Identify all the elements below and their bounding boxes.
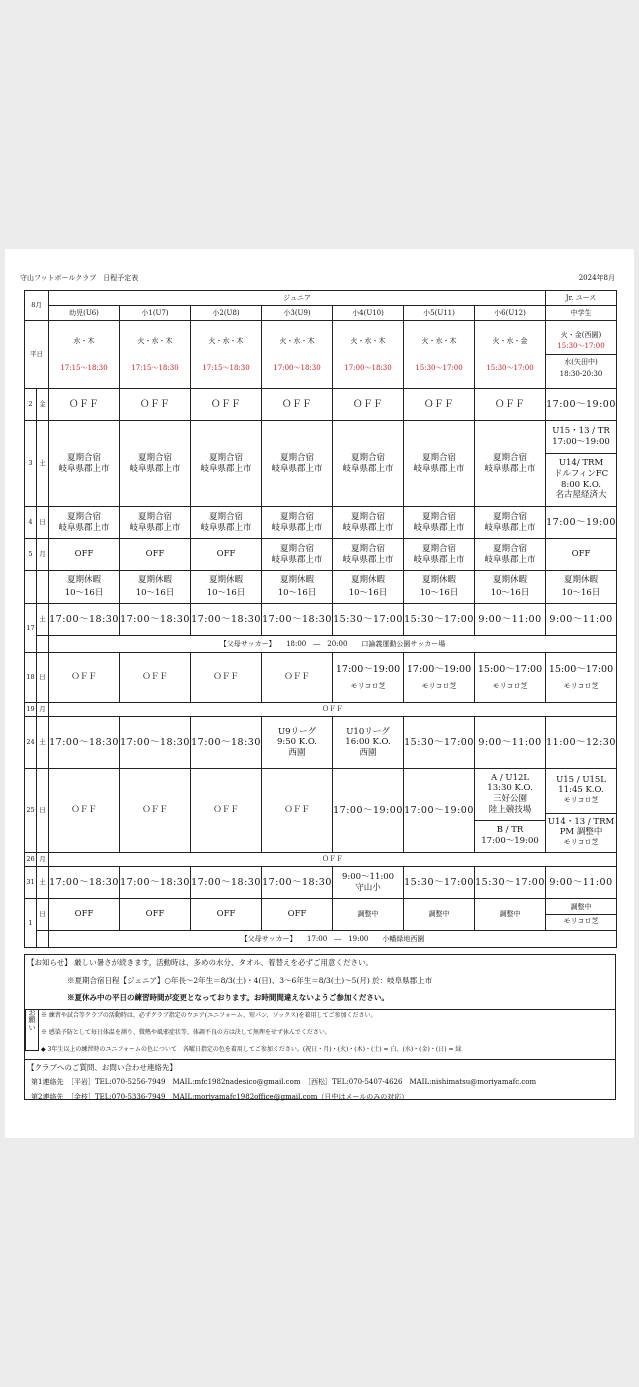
weekday-cell xyxy=(120,321,191,389)
table-cell xyxy=(333,571,404,604)
notice-line-3: ※夏休み中の平日の練習時間が変更となっております。お時間間違えないようご参加ください。 xyxy=(67,993,389,1002)
table-cell: モリコロ芝 xyxy=(350,682,386,691)
table-cell xyxy=(333,539,404,571)
table-cell: ドルフィンFC xyxy=(553,469,609,479)
table-cell: モリコロ芝 xyxy=(563,682,599,691)
table-cell: モリコロ芝 xyxy=(563,837,599,846)
table-cell: 10〜16日 xyxy=(64,588,104,598)
table-cell: 守山小 xyxy=(355,882,381,893)
table-cell: 岐阜県郡上市 xyxy=(413,463,465,474)
table-cell: 岐阜県郡上市 xyxy=(413,554,465,565)
weekday-cell xyxy=(404,321,475,389)
table-cell: U15・13 / TR xyxy=(552,426,610,437)
table-cell: 15:30〜17:00 xyxy=(415,363,463,372)
table-cell: U10リーグ xyxy=(346,726,390,737)
table-cell: U9リーグ xyxy=(277,726,317,737)
junior-header: ジュニア xyxy=(49,291,546,306)
weekday-jr-cell xyxy=(546,321,617,389)
table-cell xyxy=(49,421,120,507)
table-cell xyxy=(191,571,262,604)
table-cell: 17:00〜18:30 xyxy=(49,867,120,899)
table-cell: 岐阜県郡上市 xyxy=(342,554,394,565)
table-cell xyxy=(404,421,475,507)
table-cell xyxy=(546,328,616,356)
table-cell: 10〜16日 xyxy=(135,588,175,598)
table-cell xyxy=(25,1059,615,1060)
date-cell: 31 xyxy=(25,867,37,899)
table-cell: PM 調整中 xyxy=(559,827,603,838)
table-cell xyxy=(475,421,546,507)
dow-cell: 金 xyxy=(37,389,49,421)
table-cell: 17:00〜19:00 xyxy=(406,664,472,676)
table-cell xyxy=(333,507,404,539)
father-soccer-17: 【父母サッカー】 18:00 ― 20:00 口論義運動公園サッカー場 xyxy=(49,636,617,653)
table-cell: 10〜16日 xyxy=(419,588,459,598)
table-cell: ＯＦＦ xyxy=(49,703,617,717)
table-cell: 17:00〜18:30 xyxy=(120,604,191,636)
day-row-4 xyxy=(25,507,617,539)
table-cell: 火・水・木 xyxy=(421,336,457,345)
table-cell: 岐阜県郡上市 xyxy=(200,522,252,533)
table-cell xyxy=(475,821,545,850)
table-cell: 水・木 xyxy=(73,336,95,345)
table-cell: 17:00〜18:30 xyxy=(191,867,262,899)
table-cell: 9:00〜11:00 xyxy=(341,871,395,882)
table-cell: 15:30〜17:00 xyxy=(404,604,475,636)
table-cell: 夏期合宿 xyxy=(351,511,386,522)
document-title: 守山フットボールクラブ 日程予定表 xyxy=(20,274,139,282)
table-cell xyxy=(404,571,475,604)
table-cell: 17:00〜19:00 xyxy=(481,835,539,846)
dow-cell: 日 xyxy=(37,653,49,703)
notice-box xyxy=(24,954,616,1100)
dow-cell: 月 xyxy=(37,853,49,867)
father-soccer-1: 【父母サッカー】 17:00 ― 19:00 小幡緑地西園 xyxy=(49,931,617,948)
group-u6: 幼児(U6) xyxy=(49,306,120,321)
request-label: お願い xyxy=(25,1009,39,1051)
table-cell: 名古屋経済大 xyxy=(555,490,607,501)
table-cell: 17:00〜18:30 xyxy=(49,717,120,769)
dow-cell: 土 xyxy=(37,867,49,899)
group-u7: 小1(U7) xyxy=(120,306,191,321)
table-cell: 夏期合宿 xyxy=(67,511,102,522)
table-cell: 11:00〜12:30 xyxy=(546,717,617,769)
table-cell: OFF xyxy=(120,899,191,931)
table-cell: U14/ TRM xyxy=(558,458,604,469)
table-cell xyxy=(25,1009,615,1010)
dow-cell: 土 xyxy=(37,604,49,636)
table-cell: ＯＦＦ xyxy=(404,389,475,421)
table-cell: 夏期合宿 xyxy=(138,511,173,522)
table-cell: 9:00〜11:00 xyxy=(475,604,546,636)
notice-line-2: ※夏期合宿日程【ジュニア】○年長〜2年生＝8/3(土)・4(日)、3〜6年生＝8/3(土)〜5(月) 於：岐阜県郡上市 xyxy=(67,976,433,985)
table-cell: 岐阜県郡上市 xyxy=(484,522,536,533)
table-cell: A / U12L xyxy=(491,772,530,783)
table-cell: 岐阜県郡上市 xyxy=(342,463,394,474)
table-cell xyxy=(191,421,262,507)
table-cell: U15 / U15L xyxy=(556,774,606,785)
day-row-18 xyxy=(25,653,617,703)
document-date: 2024年8月 xyxy=(578,274,615,282)
day-row-31 xyxy=(25,867,617,899)
day-row-24 xyxy=(25,717,617,769)
weekday-cell xyxy=(49,321,120,389)
table-cell: 11:45 K.O. xyxy=(558,785,604,796)
table-cell: 17:00〜18:30 xyxy=(191,604,262,636)
table-cell: 10〜16日 xyxy=(277,588,317,598)
weekday-cell xyxy=(191,321,262,389)
table-cell xyxy=(546,571,617,604)
day-row-1 xyxy=(25,899,617,931)
table-cell: 調整中 xyxy=(475,899,546,931)
table-cell: 夏期合宿 xyxy=(422,543,457,554)
table-cell: 17:15〜18:30 xyxy=(131,363,179,372)
table-cell: 岐阜県郡上市 xyxy=(58,522,110,533)
table-cell: 15:30〜17:00 xyxy=(486,363,534,372)
table-cell: 17:00〜18:30 xyxy=(191,717,262,769)
table-cell: 火・水・木 xyxy=(208,336,244,345)
month-cell: 8月 xyxy=(25,291,49,321)
table-cell: 水(矢田中) xyxy=(564,358,598,366)
table-cell: 岐阜県郡上市 xyxy=(271,554,323,565)
table-cell: 10〜16日 xyxy=(206,588,246,598)
table-cell: 調整中 xyxy=(333,899,404,931)
date-cell: 4 xyxy=(25,507,37,539)
table-cell: 火・水・木 xyxy=(137,336,173,345)
table-cell: 夏期合宿 xyxy=(493,543,528,554)
contact-1: 第1連絡先 ［平岩］TEL:070-5256-7949 MAIL:mfc1982nadesico@gmail.com ［西松］TEL:070-5407-4626 MAIL:nishimatsu@moriyamafc.com xyxy=(31,1078,537,1086)
date-cell: 19 xyxy=(25,703,37,717)
table-cell: 岐阜県郡上市 xyxy=(200,463,252,474)
table-cell: 夏期合宿 xyxy=(209,511,244,522)
table-cell: 9:00〜11:00 xyxy=(475,717,546,769)
table-cell: 夏期休暇 xyxy=(351,575,386,586)
request-2: ※ 感染予防として毎日体温を測り、微熱や風邪症状等、体調不良の方は決して無理をせず休んでください。 xyxy=(41,1029,331,1036)
table-cell: B / TR xyxy=(496,825,524,836)
notice-line-1: 【お知らせ】 厳しい暑さが続きます。活動時は、多めの水分、タオル、着替えを必ずご用意ください。 xyxy=(27,958,373,967)
table-cell: 岐阜県郡上市 xyxy=(58,463,110,474)
table-cell: ＯＦＦ xyxy=(475,389,546,421)
table-cell: 夏期休暇 xyxy=(67,575,102,586)
table-cell xyxy=(262,717,333,769)
table-cell: 調整中 xyxy=(404,899,475,931)
dow-cell: 土 xyxy=(37,421,49,507)
table-cell: 8:00 K.O. xyxy=(561,479,602,490)
table-cell: 夏期合宿 xyxy=(138,452,173,463)
table-cell: 岐阜県郡上市 xyxy=(484,554,536,565)
table-cell: 17:00〜19:00 xyxy=(335,664,401,676)
table-cell: OFF xyxy=(49,899,120,931)
table-cell: 夏期合宿 xyxy=(422,452,457,463)
date-cell: 2 xyxy=(25,389,37,421)
table-cell xyxy=(37,931,49,948)
table-cell: 夏期合宿 xyxy=(209,452,244,463)
table-cell: 夏期合宿 xyxy=(493,511,528,522)
day-row-5 xyxy=(25,539,617,571)
table-cell xyxy=(546,422,616,454)
table-cell: 9:00〜11:00 xyxy=(546,867,617,899)
table-cell xyxy=(262,507,333,539)
table-cell: 17:00〜18:30 xyxy=(120,717,191,769)
table-cell: 17:15〜18:30 xyxy=(60,363,108,372)
table-cell: ＯＦＦ xyxy=(191,653,262,703)
table-cell: 夏期合宿 xyxy=(493,452,528,463)
table-cell: ＯＦＦ xyxy=(191,769,262,853)
table-cell: 岐阜県郡上市 xyxy=(129,522,181,533)
schedule-table xyxy=(24,290,617,948)
date-cell: 18 xyxy=(25,653,37,703)
table-cell: ＯＦＦ xyxy=(120,653,191,703)
dow-cell: 月 xyxy=(37,539,49,571)
dow-cell: 日 xyxy=(37,769,49,853)
jr-cell-25 xyxy=(546,769,617,853)
table-cell: ＯＦＦ xyxy=(49,853,617,867)
table-cell: 西園 xyxy=(359,747,377,758)
day-row-17 xyxy=(25,604,617,636)
table-cell: 岐阜県郡上市 xyxy=(271,463,323,474)
table-cell: 17:00〜19:00 xyxy=(546,507,617,539)
table-cell: モリコロ芝 xyxy=(563,917,599,925)
table-cell: ＯＦＦ xyxy=(120,769,191,853)
table-cell: 三好公園 xyxy=(493,793,528,804)
table-cell: 10〜16日 xyxy=(348,588,388,598)
table-cell xyxy=(49,507,120,539)
date-cell: 25 xyxy=(25,769,37,853)
table-cell: ＯＦＦ xyxy=(262,653,333,703)
table-cell: 17:00〜18:30 xyxy=(273,363,321,372)
table-cell: 夏期合宿 xyxy=(351,452,386,463)
date-cell: 17 xyxy=(25,604,37,653)
table-cell: モリコロ芝 xyxy=(421,682,457,691)
table-cell: 夏期合宿 xyxy=(280,543,315,554)
table-cell xyxy=(49,571,120,604)
table-cell: 9:50 K.O. xyxy=(277,737,318,748)
table-cell: OFF xyxy=(546,539,617,571)
request-1: ※ 練習や試合等クラブの活動時は、必ずクラブ指定のウエア(ユニフォーム、短パン、ソックス)を着用してご参加ください。 xyxy=(41,1012,377,1019)
table-cell xyxy=(546,814,616,850)
table-cell xyxy=(475,653,546,703)
group-u12: 小6(U12) xyxy=(475,306,546,321)
table-cell: 17:00〜19:00 xyxy=(333,769,404,853)
table-cell: ＯＦＦ xyxy=(262,769,333,853)
table-cell: 岐阜県郡上市 xyxy=(484,463,536,474)
table-cell: 岐阜県郡上市 xyxy=(271,522,323,533)
dow-cell: 日 xyxy=(37,899,49,931)
table-cell: 15:30〜17:00 xyxy=(404,717,475,769)
table-cell: ＯＦＦ xyxy=(49,653,120,703)
group-junior-high: 中学生 xyxy=(546,306,617,321)
table-cell xyxy=(191,507,262,539)
weekday-row xyxy=(25,321,617,389)
table-cell: 15:30〜17:00 xyxy=(475,867,546,899)
table-cell: 17:00〜18:30 xyxy=(262,867,333,899)
table-cell: ＯＦＦ xyxy=(49,769,120,853)
table-cell: 17:15〜18:30 xyxy=(202,363,250,372)
table-cell: 17:00〜19:00 xyxy=(404,769,475,853)
group-u8: 小2(U8) xyxy=(191,306,262,321)
table-cell: 夏期休暇 xyxy=(493,575,528,586)
weekday-label: 平日 xyxy=(25,321,49,389)
table-cell: 火・水・金 xyxy=(492,336,528,345)
table-cell xyxy=(404,539,475,571)
table-cell: 17:00〜18:30 xyxy=(344,363,392,372)
table-cell: 夏期合宿 xyxy=(67,452,102,463)
table-cell xyxy=(475,539,546,571)
table-cell xyxy=(25,571,37,604)
day-row-2 xyxy=(25,389,617,421)
father-soccer-row-17 xyxy=(25,636,617,653)
table-cell xyxy=(262,571,333,604)
table-cell: 15:30〜17:00 xyxy=(404,867,475,899)
table-cell: 調整中 xyxy=(546,901,616,915)
youth-header: Jr. ユース xyxy=(546,291,617,306)
father-soccer-row-1 xyxy=(25,931,617,948)
table-cell: 夏期合宿 xyxy=(280,511,315,522)
table-cell: 17:00〜19:00 xyxy=(546,389,617,421)
table-cell: ＯＦＦ xyxy=(191,389,262,421)
table-cell xyxy=(546,454,616,505)
day-row-3 xyxy=(25,421,617,507)
table-cell xyxy=(120,571,191,604)
table-cell xyxy=(475,771,545,822)
table-cell: 陸上競技場 xyxy=(488,804,532,815)
table-cell xyxy=(262,539,333,571)
table-cell: 15:00〜17:00 xyxy=(477,664,543,676)
weekday-cell xyxy=(475,321,546,389)
table-cell: 夏期休暇 xyxy=(209,575,244,586)
table-cell: 岐阜県郡上市 xyxy=(413,522,465,533)
table-cell: モリコロ芝 xyxy=(492,682,528,691)
holiday-row xyxy=(25,571,617,604)
header-row-2 xyxy=(25,306,617,321)
table-cell: ＯＦＦ xyxy=(49,389,120,421)
table-cell xyxy=(546,653,617,703)
table-cell: 17:00〜19:00 xyxy=(552,436,610,447)
table-cell: 13:30 K.O. xyxy=(487,783,533,794)
u12-cell-25 xyxy=(475,769,546,853)
contact-2: 第2連絡先 ［金枝］TEL:070-5336-7949 MAIL:moriyamafc1982office@gmail.com（日中はメールのみの対応） xyxy=(31,1093,409,1101)
table-cell: 15:00〜17:00 xyxy=(548,664,614,676)
date-cell: 3 xyxy=(25,421,37,507)
table-cell: ＯＦＦ xyxy=(333,389,404,421)
table-cell xyxy=(546,772,616,814)
table-cell: 15:30〜17:00 xyxy=(557,342,605,351)
table-cell: 岐阜県郡上市 xyxy=(342,522,394,533)
table-cell: 10〜16日 xyxy=(490,588,530,598)
table-cell: 西園 xyxy=(288,747,306,758)
group-u9: 小3(U9) xyxy=(262,306,333,321)
table-cell: 岐阜県郡上市 xyxy=(129,463,181,474)
weekday-cell xyxy=(262,321,333,389)
table-cell xyxy=(333,421,404,507)
table-cell: OFF xyxy=(49,539,120,571)
dow-cell: 日 xyxy=(37,507,49,539)
day-row-25 xyxy=(25,769,617,853)
table-cell: 夏期合宿 xyxy=(351,543,386,554)
table-cell: OFF xyxy=(191,899,262,931)
table-cell: 9:00〜11:00 xyxy=(546,604,617,636)
table-cell: ＯＦＦ xyxy=(262,389,333,421)
table-cell xyxy=(404,653,475,703)
table-cell xyxy=(37,571,49,604)
table-cell xyxy=(546,355,616,382)
table-cell: 夏期合宿 xyxy=(422,511,457,522)
dow-cell: 土 xyxy=(37,717,49,769)
table-cell: OFF xyxy=(262,899,333,931)
table-cell: 火・金(西園) xyxy=(560,330,602,339)
table-cell: 夏期休暇 xyxy=(564,575,599,586)
table-cell: 夏期合宿 xyxy=(280,452,315,463)
table-cell xyxy=(120,421,191,507)
dow-cell: 月 xyxy=(37,703,49,717)
table-cell: ＯＦＦ xyxy=(120,389,191,421)
table-cell xyxy=(475,507,546,539)
table-cell xyxy=(262,421,333,507)
weekday-cell xyxy=(333,321,404,389)
table-cell xyxy=(120,507,191,539)
group-u10: 小4(U10) xyxy=(333,306,404,321)
table-cell: 夏期休暇 xyxy=(422,575,457,586)
table-cell: OFF xyxy=(120,539,191,571)
table-cell: モリコロ芝 xyxy=(563,795,599,804)
day-row-19 xyxy=(25,703,617,717)
table-cell: 10〜16日 xyxy=(561,588,601,598)
table-cell: OFF xyxy=(191,539,262,571)
table-cell xyxy=(404,507,475,539)
table-cell: 夏期休暇 xyxy=(138,575,173,586)
table-cell: 15:30〜17:00 xyxy=(333,604,404,636)
jr-cell-1 xyxy=(546,899,617,931)
date-cell: 26 xyxy=(25,853,37,867)
table-cell: 夏期休暇 xyxy=(280,575,315,586)
table-cell: 18:30-20:30 xyxy=(559,369,603,378)
table-cell: 火・水・木 xyxy=(350,336,386,345)
table-cell: 17:00〜18:30 xyxy=(120,867,191,899)
jr-cell-3 xyxy=(546,421,617,507)
table-cell xyxy=(333,653,404,703)
table-cell: 17:00〜18:30 xyxy=(49,604,120,636)
table-cell: 16:00 K.O. xyxy=(345,737,391,748)
table-cell xyxy=(475,571,546,604)
request-3: ◆ 3年生以上の練習時のユニフォームの色について 各曜日指定の色を着用してご参加ください。(祝日・月)・(火)・(木)・(土) = 白、(水)・(金)・(日) = 緑 xyxy=(41,1046,462,1053)
table-cell xyxy=(37,636,49,653)
table-cell: 17:00〜18:30 xyxy=(262,604,333,636)
date-cell: 24 xyxy=(25,717,37,769)
contact-heading: 【クラブへのご質問、お問い合わせ連絡先】 xyxy=(27,1063,177,1072)
table-cell xyxy=(333,867,404,899)
table-cell: 火・水・木 xyxy=(279,336,315,345)
date-cell: 5 xyxy=(25,539,37,571)
header-row-1 xyxy=(25,291,617,306)
group-u11: 小5(U11) xyxy=(404,306,475,321)
day-row-26 xyxy=(25,853,617,867)
table-cell: U14・13 / TRM xyxy=(547,816,615,827)
date-cell: 1 xyxy=(25,899,37,948)
table-cell xyxy=(333,717,404,769)
